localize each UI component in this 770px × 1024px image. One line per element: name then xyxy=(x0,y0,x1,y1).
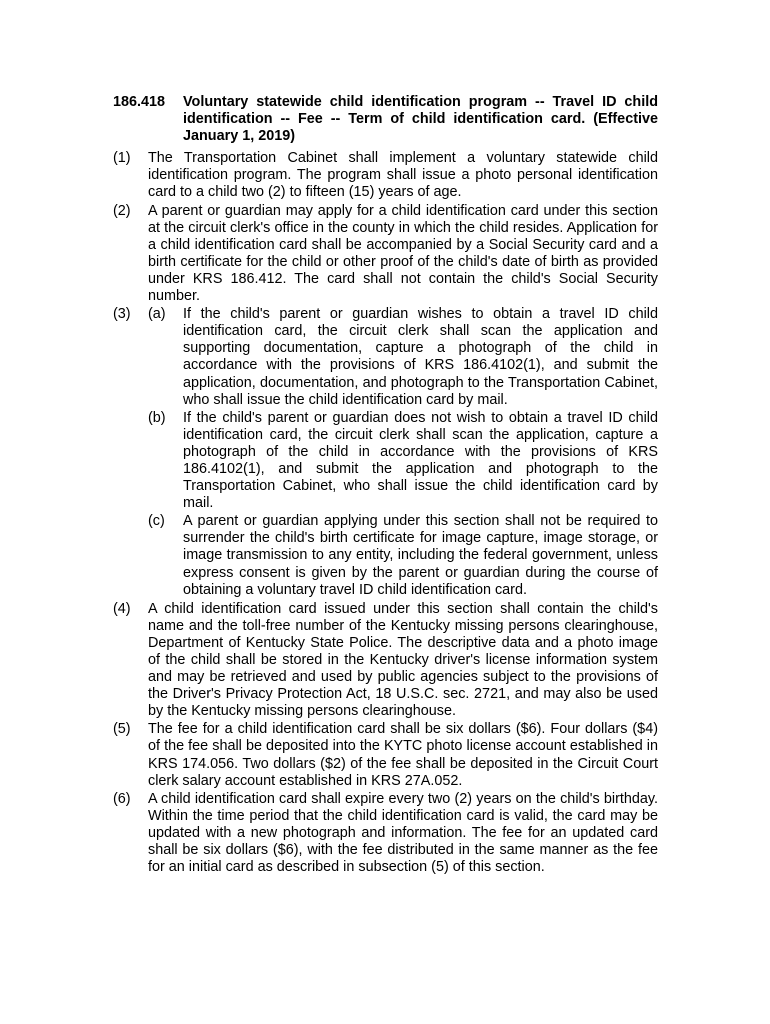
paragraph-a xyxy=(148,306,658,409)
section-title: Voluntary statewide child identification program -- Travel ID child identification -- Fee -- Term of child identification card. (Effective January 1, 2019) xyxy=(183,94,658,145)
paragraph-text: If the child's parent or guardian wishes to obtain a travel ID child identification card, the circuit clerk shall scan the application and supporting documentation, capture a photograph of the child in accordance with the provisions of KRS 186.4102(1), and submit the application, documentation, and photograph to the Transportation Cabinet, who shall issue the child identification card by mail. xyxy=(183,306,658,408)
subsection-text: A child identification card shall expire every two (2) years on the child's birthday. Within the time period that the child identification card is valid, the card may be updated with a new photograph and information. The fee for an updated card shall be six dollars ($6), with the fee distributed in the same manner as the fee for an initial card as described in subsection (5) of this section. xyxy=(148,790,658,876)
subsection-1 xyxy=(113,150,658,201)
subsection-number: (2) xyxy=(113,202,131,219)
section-heading xyxy=(113,94,658,145)
paragraph-text: A parent or guardian applying under this section shall not be required to surrender the child's birth certificate for image capture, image storage, or image transmission to any entity, including the federal government, unless express consent is given by the parent or guardian during the course of obtaining a voluntary travel ID child identification card. xyxy=(183,513,658,598)
subsection-number: (3) xyxy=(113,306,131,323)
subsection-number: (5) xyxy=(113,721,131,738)
section-number: 186.418 xyxy=(113,94,166,110)
paragraph-letter: (c) xyxy=(148,513,165,530)
paragraph-text: If the child's parent or guardian does not wish to obtain a travel ID child identification card, the circuit clerk shall scan the application, capture a photograph of the child in accordance with the provisions of KRS 186.4102(1), and submit the application and photograph to the Transportation Cabinet, who shall issue the child identification card by mail. xyxy=(183,409,658,512)
subsection-5 xyxy=(113,721,658,789)
paragraph-c xyxy=(148,513,658,598)
subsection-number: (4) xyxy=(113,600,131,617)
subsection-2 xyxy=(113,203,658,306)
statute-page xyxy=(113,94,658,877)
subsection-number: (6) xyxy=(113,790,131,807)
paragraph-b xyxy=(148,410,658,513)
paragraph-letter: (b) xyxy=(148,409,166,426)
subsection-3 xyxy=(113,306,658,600)
subsection-3-paragraphs xyxy=(148,306,658,600)
subsection-number: (1) xyxy=(113,150,131,167)
subsection-4 xyxy=(113,601,658,721)
subsection-text: The fee for a child identification card shall be six dollars ($6). Four dollars ($4) of the fee shall be deposited into the KYTC photo license account established in KRS 174.056. Two dollars ($2) of the fee shall be deposited in the Circuit Court clerk salary account established in KRS 27A.052. xyxy=(148,721,658,789)
subsection-6 xyxy=(113,791,658,876)
subsection-text: A parent or guardian may apply for a child identification card under this section at the circuit clerk's office in the county in which the child resides. Application for a child identification card shall be accompanied by a Social Security card and a birth certificate for the child or other proof of the child's date of birth as provided under KRS 186.412. The card shall not contain the child's Social Security number. xyxy=(148,202,658,305)
subsection-text: A child identification card issued under this section shall contain the child's name and the toll-free number of the Kentucky missing persons clearinghouse, Department of Kentucky State Police. The descriptive data and a photo image of the child shall be stored in the Kentucky driver's license information system and may be retrieved and used by public agencies subject to the provisions of the Driver's Privacy Protection Act, 18 U.S.C. sec. 2721, and may also be used by the Kentucky missing persons clearinghouse. xyxy=(148,600,658,720)
subsection-text: The Transportation Cabinet shall implement a voluntary statewide child identification program. The program shall issue a photo personal identification card to a child two (2) to fifteen (15) years of age. xyxy=(148,150,658,201)
paragraph-letter: (a) xyxy=(148,306,166,323)
